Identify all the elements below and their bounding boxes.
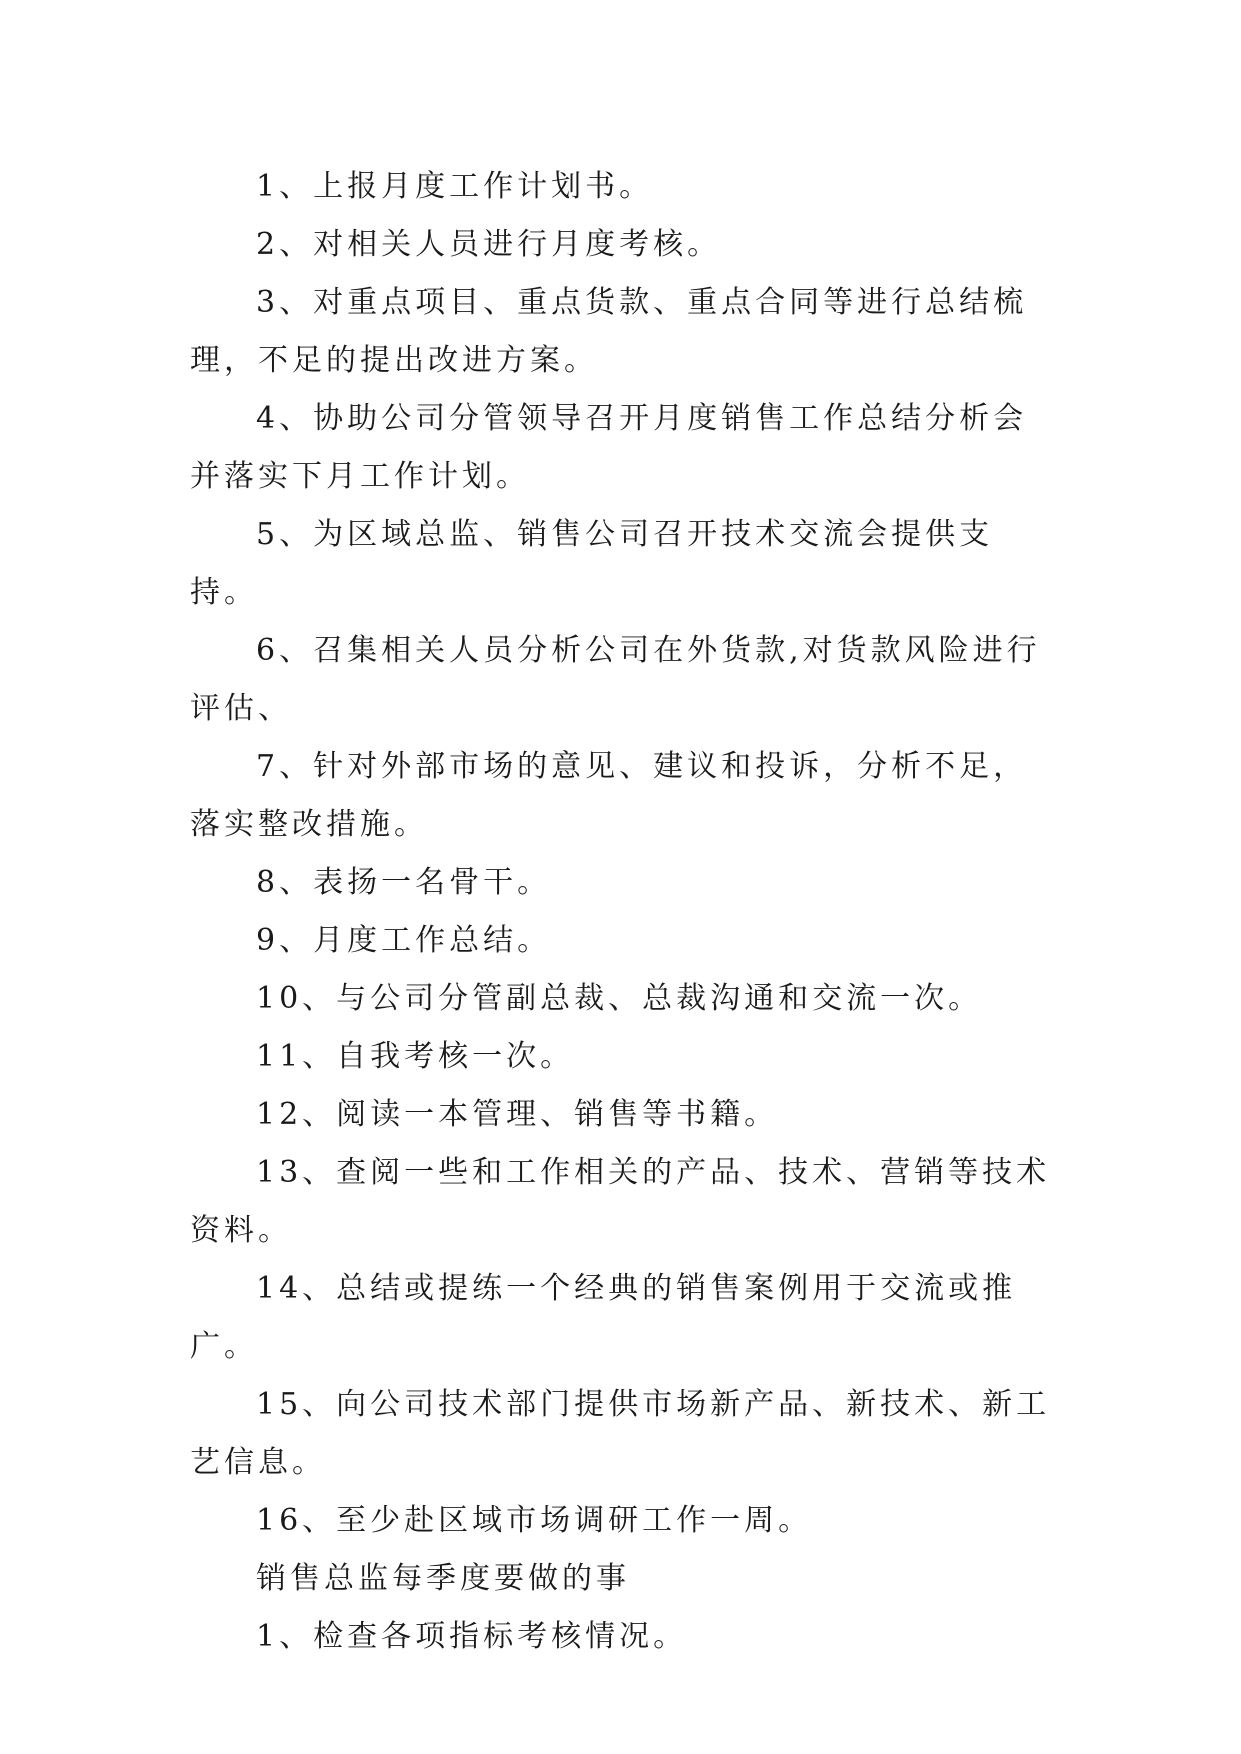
paragraph: 4、协助公司分管领导召开月度销售工作总结分析会并落实下月工作计划。 xyxy=(190,401,1028,494)
paragraph: 1、检查各项指标考核情况。 xyxy=(256,1619,688,1654)
paragraph: 5、为区域总监、销售公司召开技术交流会提供支持。 xyxy=(190,517,994,610)
section-heading: 销售总监每季度要做的事 xyxy=(256,1561,630,1596)
paragraph: 16、至少赴区域市场调研工作一周。 xyxy=(256,1503,813,1538)
paragraph: 9、月度工作总结。 xyxy=(256,923,552,958)
paragraph: 3、对重点项目、重点货款、重点合同等进行总结梳理，不足的提出改进方案。 xyxy=(190,285,1028,378)
document-body xyxy=(190,158,1060,1666)
paragraph: 14、总结或提练一个经典的销售案例用于交流或推广。 xyxy=(190,1271,1017,1364)
paragraph: 8、表扬一名骨干。 xyxy=(256,865,552,900)
paragraph: 12、阅读一本管理、销售等书籍。 xyxy=(256,1097,779,1132)
paragraph: 2、对相关人员进行月度考核。 xyxy=(256,227,722,262)
paragraph: 10、与公司分管副总裁、总裁沟通和交流一次。 xyxy=(256,981,983,1016)
paragraph: 15、向公司技术部门提供市场新产品、新技术、新工艺信息。 xyxy=(190,1387,1051,1480)
paragraph: 1、上报月度工作计划书。 xyxy=(256,169,654,204)
paragraph: 13、查阅一些和工作相关的产品、技术、营销等技术资料。 xyxy=(190,1155,1051,1248)
paragraph: 6、召集相关人员分析公司在外货款,对货款风险进行评估、 xyxy=(190,633,1041,726)
paragraph: 7、针对外部市场的意见、建议和投诉，分析不足，落实整改措施。 xyxy=(190,749,1028,842)
paragraph: 11、自我考核一次。 xyxy=(256,1039,575,1074)
